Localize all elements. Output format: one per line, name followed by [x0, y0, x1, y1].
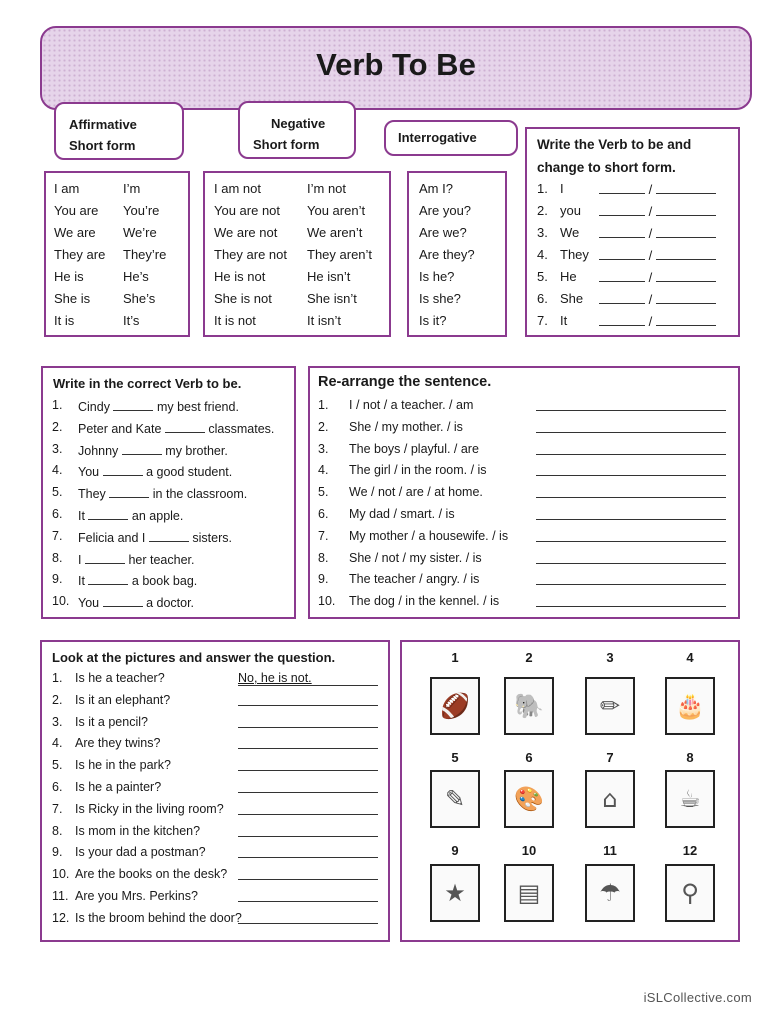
verb-blank[interactable] — [109, 485, 149, 498]
sentence-end: in the classroom. — [152, 487, 248, 502]
scrambled-sentence: The girl / in the room. / is — [349, 463, 487, 478]
sentence-end: my brother. — [165, 443, 228, 458]
item-number: 5. — [537, 269, 548, 284]
item-number: 10. — [52, 867, 70, 882]
negative-short: It isn’t — [307, 313, 341, 328]
verb-blank[interactable] — [599, 313, 645, 326]
tab-affirmative-line1: Affirmative — [69, 117, 137, 132]
answer-row — [238, 867, 378, 883]
slash: / — [645, 314, 656, 329]
affirmative-short: They’re — [123, 247, 167, 262]
item-number: 6. — [537, 291, 548, 306]
sentence-row — [78, 551, 194, 567]
sentence-end: classmates. — [208, 421, 275, 436]
item-number: 11. — [52, 889, 69, 903]
answer-row — [238, 845, 378, 861]
question-text: Is he a painter? — [75, 780, 162, 794]
sentence-row — [536, 442, 726, 458]
answer-row — [599, 247, 716, 263]
item-word: you — [560, 203, 581, 218]
interrogative-item: Are you? — [419, 203, 472, 218]
item-number: 1. — [318, 398, 329, 412]
answer-row — [599, 269, 716, 285]
painter-easel-icon: 🎨 — [504, 770, 554, 828]
footer-watermark: iSLCollective.com — [643, 990, 752, 1005]
item-number: 3. — [318, 441, 329, 456]
sentence-row — [536, 485, 726, 501]
negative-long: They are not — [214, 247, 287, 262]
verb-blank[interactable] — [122, 442, 162, 455]
answer-row — [238, 802, 378, 818]
slash: / — [645, 270, 656, 285]
item-number: 3. — [537, 225, 548, 240]
short-form-blank[interactable] — [656, 313, 716, 326]
scrambled-sentence: She / not / my sister. / is — [349, 550, 482, 565]
item-number: 5. — [318, 485, 329, 500]
broom-bucket-icon: ⚲ — [665, 864, 715, 922]
interrogative-item: Are we? — [419, 225, 467, 240]
answer-row — [238, 780, 378, 796]
pencil-icon: ✏ — [585, 677, 635, 735]
correct-verb-title: Write in the correct Verb to be. — [53, 376, 242, 391]
sentence-row — [78, 572, 197, 588]
item-word: I — [560, 181, 564, 196]
answer-row — [238, 693, 378, 709]
question-text: Is your dad a postman? — [75, 845, 206, 860]
slash: / — [645, 292, 656, 307]
negative-long: He is not — [214, 269, 266, 284]
item-number: 10. — [318, 594, 336, 609]
question-text: Is Ricky in the living room? — [75, 801, 224, 816]
answer-blank[interactable] — [536, 442, 726, 455]
item-number: 5. — [52, 485, 63, 500]
sentence-row — [78, 442, 228, 458]
slash: / — [645, 226, 656, 241]
affirmative-long: We are — [54, 225, 96, 240]
question-text: Is it a pencil? — [75, 714, 148, 729]
answer-blank[interactable] — [238, 889, 378, 902]
verb-blank[interactable] — [599, 181, 645, 194]
item-number: 3. — [52, 441, 63, 456]
item-number: 9. — [52, 572, 63, 587]
item-number: 1. — [537, 181, 548, 196]
picture-number: 10 — [521, 843, 537, 858]
affirmative-short: I’m — [123, 181, 141, 196]
sentence-start: They — [78, 487, 106, 502]
elephant-icon: 🐘 — [504, 677, 554, 735]
answer-blank[interactable] — [238, 693, 378, 706]
affirmative-short: We’re — [123, 225, 157, 240]
verb-blank[interactable] — [599, 225, 645, 238]
item-number: 3. — [52, 714, 63, 729]
picture-number: 3 — [606, 650, 614, 665]
short-form-blank[interactable] — [656, 181, 716, 194]
affirmative-long: It is — [54, 313, 75, 328]
scrambled-sentence: The dog / in the kennel. / is — [349, 594, 500, 609]
football-player-icon: 🏈 — [430, 677, 480, 735]
write-short-title-1: Write the Verb to be and — [537, 137, 692, 152]
item-number: 8. — [318, 550, 329, 565]
answer-blank[interactable] — [536, 398, 726, 411]
affirmative-long: He is — [54, 269, 84, 284]
question-text: Is the broom behind the door? — [75, 910, 242, 925]
negative-long: I am not — [214, 181, 261, 196]
answer-blank[interactable] — [238, 736, 378, 749]
verb-blank[interactable] — [85, 551, 125, 564]
scrambled-sentence: She / my mother. / is — [349, 419, 463, 434]
sentence-start: Felicia and I — [78, 530, 146, 545]
answer-blank[interactable] — [238, 845, 378, 858]
sentence-row — [78, 594, 194, 610]
affirmative-long: I am — [54, 181, 80, 196]
item-number: 9. — [318, 572, 329, 587]
answer-blank[interactable] — [238, 780, 378, 793]
answer-blank[interactable] — [536, 572, 726, 585]
verb-blank[interactable] — [599, 203, 645, 216]
tab-affirmative-line2: Short form — [69, 138, 136, 153]
slash: / — [645, 204, 656, 219]
tab-affirmative — [54, 102, 184, 160]
affirmative-long: You are — [54, 203, 99, 218]
answer-blank[interactable] — [536, 485, 726, 498]
answer-row — [238, 824, 378, 840]
scrambled-sentence: I / not / a teacher. / am — [349, 398, 474, 412]
sentence-row — [78, 398, 239, 414]
scrambled-sentence: My mother / a housewife. / is — [349, 528, 509, 543]
sentence-row — [536, 572, 726, 588]
sentence-row — [536, 507, 726, 523]
sentence-start: Johnny — [78, 443, 119, 458]
woman-icon: ☕ — [665, 770, 715, 828]
answer-row — [599, 203, 716, 219]
sentence-row — [536, 463, 726, 479]
answer-blank[interactable] — [238, 715, 378, 728]
interrogative-item: Is he? — [419, 269, 455, 284]
item-number: 10. — [52, 594, 70, 609]
scrambled-sentence: My dad / smart. / is — [349, 507, 455, 521]
answer-blank[interactable] — [238, 802, 378, 815]
negative-long: She is not — [214, 291, 272, 306]
answer-row — [238, 911, 378, 927]
item-word: We — [560, 225, 580, 240]
sentence-row — [78, 420, 274, 436]
write-short-title-2: change to short form. — [537, 160, 676, 175]
tab-interrogative-label: Interrogative — [398, 130, 477, 145]
item-number: 2. — [52, 692, 63, 707]
item-number: 8. — [52, 550, 63, 565]
picture-number: 2 — [525, 650, 533, 665]
interrogative-item: Is she? — [419, 291, 461, 306]
affirmative-short: It’s — [123, 313, 140, 328]
sentence-start: It — [78, 574, 85, 589]
sentence-start: You — [78, 465, 100, 480]
picture-number: 9 — [451, 843, 459, 858]
question-text: Is he a teacher? — [75, 671, 165, 685]
slash: / — [645, 248, 656, 263]
sentence-end: an apple. — [131, 509, 184, 523]
sentence-start: It — [78, 509, 85, 523]
item-number: 2. — [52, 419, 63, 434]
item-number: 2. — [537, 203, 548, 218]
answer-blank[interactable] — [238, 867, 378, 880]
sentence-row — [536, 529, 726, 545]
affirmative-short: You’re — [123, 203, 160, 218]
item-word: He — [560, 269, 577, 284]
answer-blank[interactable] — [536, 594, 726, 607]
negative-short: We aren’t — [307, 225, 363, 240]
scrambled-sentence: The teacher / angry. / is — [349, 572, 480, 587]
item-number: 1. — [52, 671, 63, 685]
title-banner — [40, 26, 752, 110]
answer-blank[interactable] — [536, 463, 726, 476]
item-number: 7. — [52, 801, 63, 816]
verb-blank[interactable] — [599, 291, 645, 304]
sentence-end: my best friend. — [156, 400, 239, 414]
interrogative-item: Are they? — [419, 247, 475, 262]
short-form-blank[interactable] — [656, 225, 716, 238]
tab-negative-line1: Negative — [271, 116, 326, 131]
sentence-start: I — [78, 552, 82, 567]
item-word: She — [560, 291, 584, 306]
man-umbrella-icon: ☂ — [585, 864, 635, 922]
item-number: 4. — [318, 463, 329, 478]
living-room-icon: ⌂ — [585, 770, 635, 828]
sentence-end: sisters. — [192, 530, 232, 545]
page-title: Verb To Be — [316, 47, 476, 82]
tab-interrogative — [384, 120, 518, 156]
pictures-question-title: Look at the pictures and answer the question. — [52, 650, 336, 665]
negative-long: It is not — [214, 313, 256, 328]
sentence-end: a doctor. — [146, 596, 195, 611]
interrogative-item: Am I? — [419, 181, 453, 196]
sentence-row — [78, 529, 232, 545]
verb-blank[interactable] — [103, 594, 143, 607]
affirmative-long: They are — [54, 247, 106, 262]
affirmative-short: He’s — [123, 269, 149, 284]
item-number: 7. — [537, 313, 548, 328]
answer-blank[interactable] — [536, 420, 726, 433]
answer-row — [599, 291, 716, 307]
answer-blank[interactable] — [238, 758, 378, 771]
scrambled-sentence: We / not / are / at home. — [349, 485, 483, 500]
question-text: Are they twins? — [75, 736, 161, 751]
picture-number: 12 — [682, 843, 698, 858]
item-number: 4. — [52, 736, 63, 751]
item-number: 7. — [52, 528, 63, 543]
item-number: 1. — [52, 398, 63, 412]
verb-blank[interactable] — [88, 572, 128, 585]
negative-short: You aren’t — [307, 203, 366, 218]
item-number: 4. — [52, 463, 63, 478]
short-form-blank[interactable] — [656, 291, 716, 304]
negative-long: You are not — [214, 203, 281, 218]
negative-short: He isn’t — [307, 269, 351, 284]
item-number: 7. — [318, 528, 329, 543]
item-number: 12. — [52, 910, 70, 925]
answer-blank[interactable] — [536, 507, 726, 520]
question-text: Is mom in the kitchen? — [75, 823, 201, 838]
sentence-row — [78, 507, 183, 523]
item-word: They — [560, 247, 589, 262]
affirmative-short: She’s — [123, 291, 156, 306]
slash: / — [645, 182, 656, 197]
picture-number: 4 — [686, 650, 694, 665]
picture-number: 7 — [606, 750, 614, 765]
verb-blank[interactable] — [599, 269, 645, 282]
verb-blank[interactable] — [599, 247, 645, 260]
answer-row — [599, 181, 716, 197]
answer-row — [238, 736, 378, 752]
student-blackboard-icon: ✎ — [430, 770, 480, 828]
answer-blank[interactable] — [238, 824, 378, 837]
answer-row — [238, 715, 378, 731]
item-number: 2. — [318, 419, 329, 434]
verb-blank[interactable] — [88, 507, 128, 520]
short-form-blank[interactable] — [656, 269, 716, 282]
answer-row — [238, 889, 378, 905]
picture-number: 11 — [603, 843, 617, 858]
answer-row — [599, 313, 716, 329]
answer-row — [238, 758, 378, 774]
item-number: 6. — [52, 507, 63, 521]
negative-short: I’m not — [307, 181, 347, 196]
affirmative-long: She is — [54, 291, 91, 306]
answer-row — [599, 225, 716, 241]
answer-blank[interactable] — [536, 551, 726, 564]
sentence-start: Cindy — [78, 400, 110, 414]
item-word: It — [560, 313, 568, 328]
verb-blank[interactable] — [113, 398, 153, 411]
police-officer-icon: ★ — [430, 864, 480, 922]
item-number: 9. — [52, 845, 63, 860]
question-text: Are you Mrs. Perkins? — [75, 889, 198, 903]
books-icon: ▤ — [504, 864, 554, 922]
tab-negative — [238, 101, 356, 159]
item-number: 6. — [52, 780, 63, 794]
sentence-end: a good student. — [146, 465, 233, 480]
sentence-row — [536, 420, 726, 436]
picture-number: 5 — [451, 750, 459, 765]
sentence-row — [536, 398, 726, 414]
sentence-start: You — [78, 596, 100, 611]
sentence-row — [78, 463, 232, 479]
answer-blank[interactable] — [536, 529, 726, 542]
negative-short: She isn’t — [307, 291, 357, 306]
question-text: Are the books on the desk? — [75, 867, 228, 882]
sentence-row — [78, 485, 247, 501]
question-text: Is he in the park? — [75, 758, 171, 773]
verb-blank[interactable] — [165, 420, 205, 433]
item-number: 5. — [52, 758, 63, 773]
sentence-start: Peter and Kate — [78, 421, 162, 436]
picture-number: 8 — [686, 750, 694, 765]
sentence-row — [536, 551, 726, 567]
example-answer: No, he is not. — [238, 671, 378, 686]
item-number: 6. — [318, 507, 329, 521]
interrogative-item: Is it? — [419, 313, 447, 328]
scrambled-sentence: The boys / playful. / are — [349, 441, 479, 456]
answer-blank[interactable] — [238, 911, 378, 924]
sentence-row — [536, 594, 726, 610]
verb-blank[interactable] — [103, 463, 143, 476]
item-number: 8. — [52, 823, 63, 838]
short-form-blank[interactable] — [656, 247, 716, 260]
picture-number: 1 — [451, 650, 459, 665]
negative-long: We are not — [214, 225, 278, 240]
rearrange-title: Re-arrange the sentence. — [318, 374, 492, 390]
picture-number: 6 — [525, 750, 533, 765]
question-text: Is it an elephant? — [75, 692, 171, 707]
short-form-blank[interactable] — [656, 203, 716, 216]
sentence-end: a book bag. — [131, 574, 198, 589]
negative-short: They aren’t — [307, 247, 373, 262]
twins-birthday-icon: 🎂 — [665, 677, 715, 735]
tab-negative-line2: Short form — [253, 137, 320, 152]
item-number: 4. — [537, 247, 548, 262]
verb-blank[interactable] — [149, 529, 189, 542]
sentence-end: her teacher. — [128, 552, 195, 567]
